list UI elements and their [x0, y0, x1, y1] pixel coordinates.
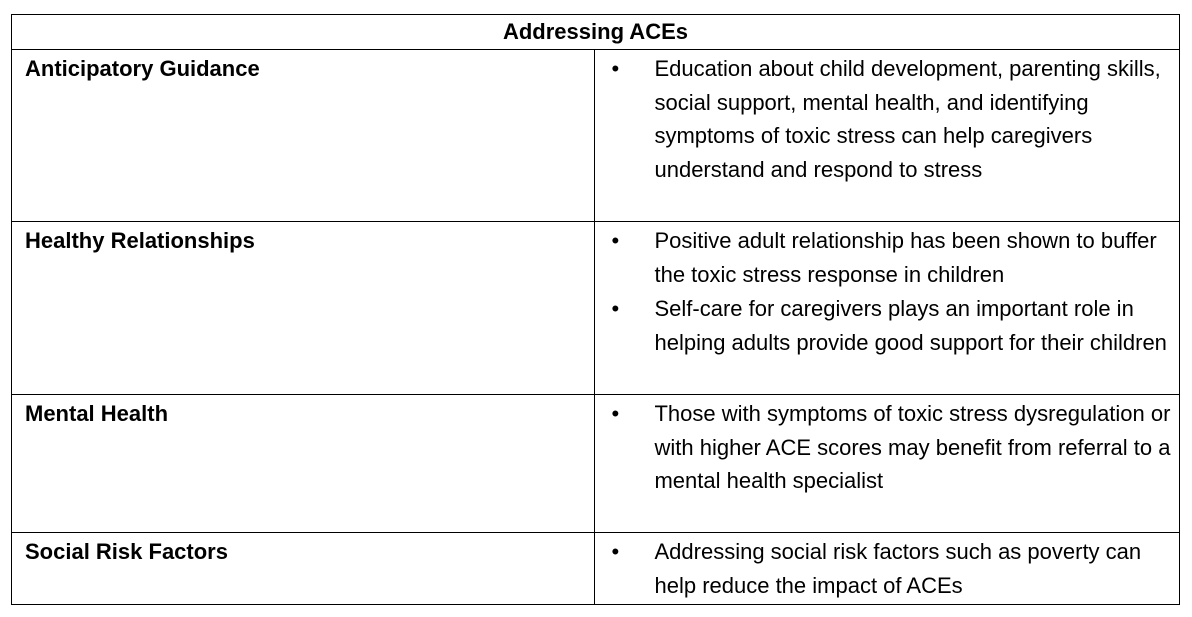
title-row	[12, 15, 1180, 50]
list-item-text: Positive adult relationship has been shown to buffer the toxic stress response in children	[654, 228, 1157, 287]
bullet-icon: •	[611, 296, 620, 322]
list-item-text: Self-care for caregivers plays an important role in helping adults provide good support for their children	[654, 296, 1167, 355]
row-content	[595, 222, 1180, 395]
bullet-icon: •	[611, 56, 620, 81]
row-label-anticipatory-guidance: Anticipatory Guidance	[12, 50, 595, 222]
list-item	[595, 224, 1175, 291]
bullet-list	[595, 535, 1175, 602]
table-title: Addressing ACEs	[12, 15, 1180, 50]
table-row	[12, 50, 1180, 222]
list-item-text: Addressing social risk factors such as poverty can help reduce the impact of ACEs	[654, 539, 1142, 598]
row-label-healthy-relationships: Healthy Relationships	[12, 222, 595, 395]
table-row	[12, 395, 1180, 533]
list-item	[595, 52, 1175, 186]
addressing-aces-table	[11, 14, 1180, 605]
row-label-social-risk-factors: Social Risk Factors	[12, 533, 595, 605]
row-content	[595, 395, 1180, 533]
bullet-icon: •	[611, 228, 620, 253]
bullet-list	[595, 397, 1175, 498]
list-item-text: Education about child development, parenting skills, social support, mental health, and identifying symptoms of toxic stress can help caregivers understand and respond to stress	[654, 56, 1161, 182]
bullet-list	[595, 224, 1175, 359]
row-content	[595, 533, 1180, 605]
bullet-list	[595, 52, 1175, 186]
list-item-text: Those with symptoms of toxic stress dysregulation or with higher ACE scores may benefit from referral to a mental health specialist	[654, 401, 1171, 494]
list-item	[595, 535, 1175, 602]
list-item	[595, 292, 1175, 359]
bullet-icon: •	[611, 539, 620, 564]
list-item	[595, 397, 1175, 498]
row-content	[595, 50, 1180, 222]
row-label-mental-health: Mental Health	[12, 395, 595, 533]
table-row	[12, 222, 1180, 395]
bullet-icon: •	[611, 401, 620, 426]
table-row	[12, 533, 1180, 605]
